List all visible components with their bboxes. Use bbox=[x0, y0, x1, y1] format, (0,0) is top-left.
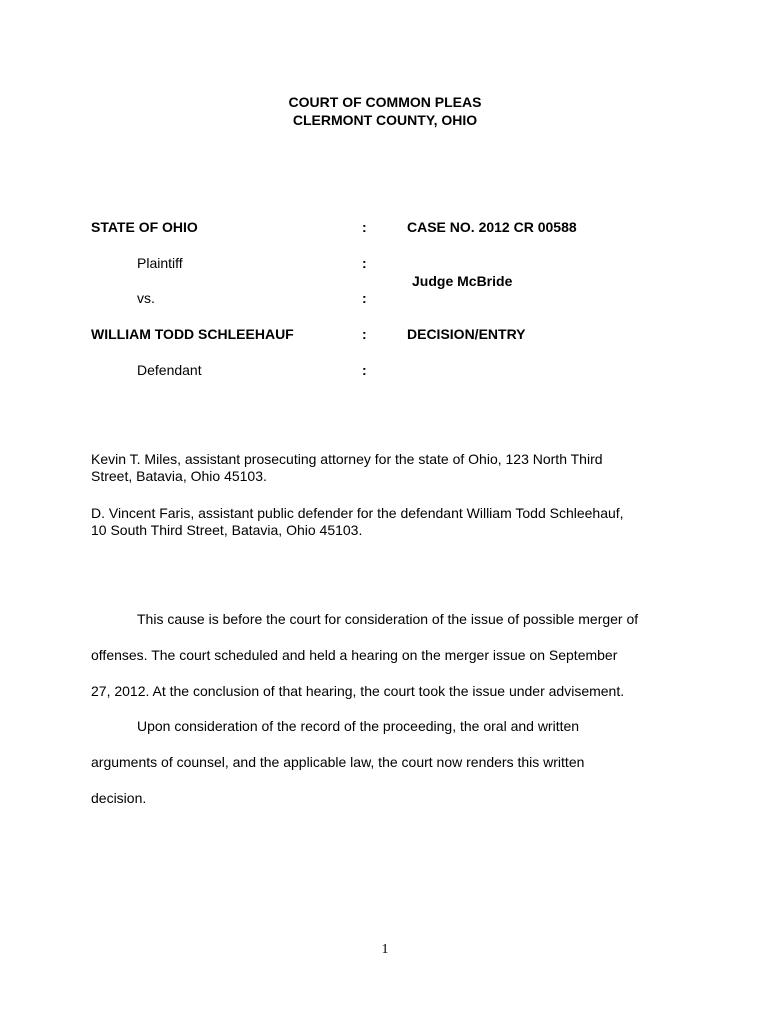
paragraph-2-line-2: arguments of counsel, and the applicable law, the court now renders this written bbox=[91, 754, 585, 770]
defender-line-2: 10 South Third Street, Batavia, Ohio 45103. bbox=[91, 522, 363, 538]
judge-name: Judge McBride bbox=[412, 273, 513, 289]
paragraph-1-line-1: This cause is before the court for consideration of the issue of possible merger of bbox=[137, 611, 639, 627]
case-number: CASE NO. 2012 CR 00588 bbox=[407, 219, 577, 235]
caption-colon: : bbox=[362, 255, 367, 271]
versus-label: vs. bbox=[137, 290, 155, 306]
caption-colon: : bbox=[362, 362, 367, 378]
defendant-role: Defendant bbox=[137, 362, 202, 378]
page-number: 1 bbox=[381, 942, 389, 957]
caption-colon: : bbox=[362, 290, 367, 306]
caption-colon: : bbox=[362, 219, 367, 235]
paragraph-1-line-2: offenses. The court scheduled and held a hearing on the merger issue on September bbox=[91, 647, 618, 663]
paragraph-2-line-3: decision. bbox=[91, 790, 147, 806]
prosecutor-line-2: Street, Batavia, Ohio 45103. bbox=[91, 468, 267, 484]
caption-colon: : bbox=[362, 326, 367, 342]
court-name: COURT OF COMMON PLEAS bbox=[288, 94, 482, 110]
document-type: DECISION/ENTRY bbox=[407, 326, 526, 342]
court-county: CLERMONT COUNTY, OHIO bbox=[292, 112, 478, 128]
defendant-name: WILLIAM TODD SCHLEEHAUF bbox=[91, 326, 294, 342]
paragraph-2-line-1: Upon consideration of the record of the proceeding, the oral and written bbox=[137, 718, 580, 734]
plaintiff-name: STATE OF OHIO bbox=[91, 219, 198, 235]
prosecutor-line-1: Kevin T. Miles, assistant prosecuting attorney for the state of Ohio, 123 North Third bbox=[91, 451, 603, 467]
paragraph-1-line-3: 27, 2012. At the conclusion of that hearing, the court took the issue under advisement. bbox=[91, 683, 625, 699]
plaintiff-role: Plaintiff bbox=[137, 255, 183, 271]
defender-line-1: D. Vincent Faris, assistant public defender for the defendant William Todd Schleehauf, bbox=[91, 505, 624, 521]
